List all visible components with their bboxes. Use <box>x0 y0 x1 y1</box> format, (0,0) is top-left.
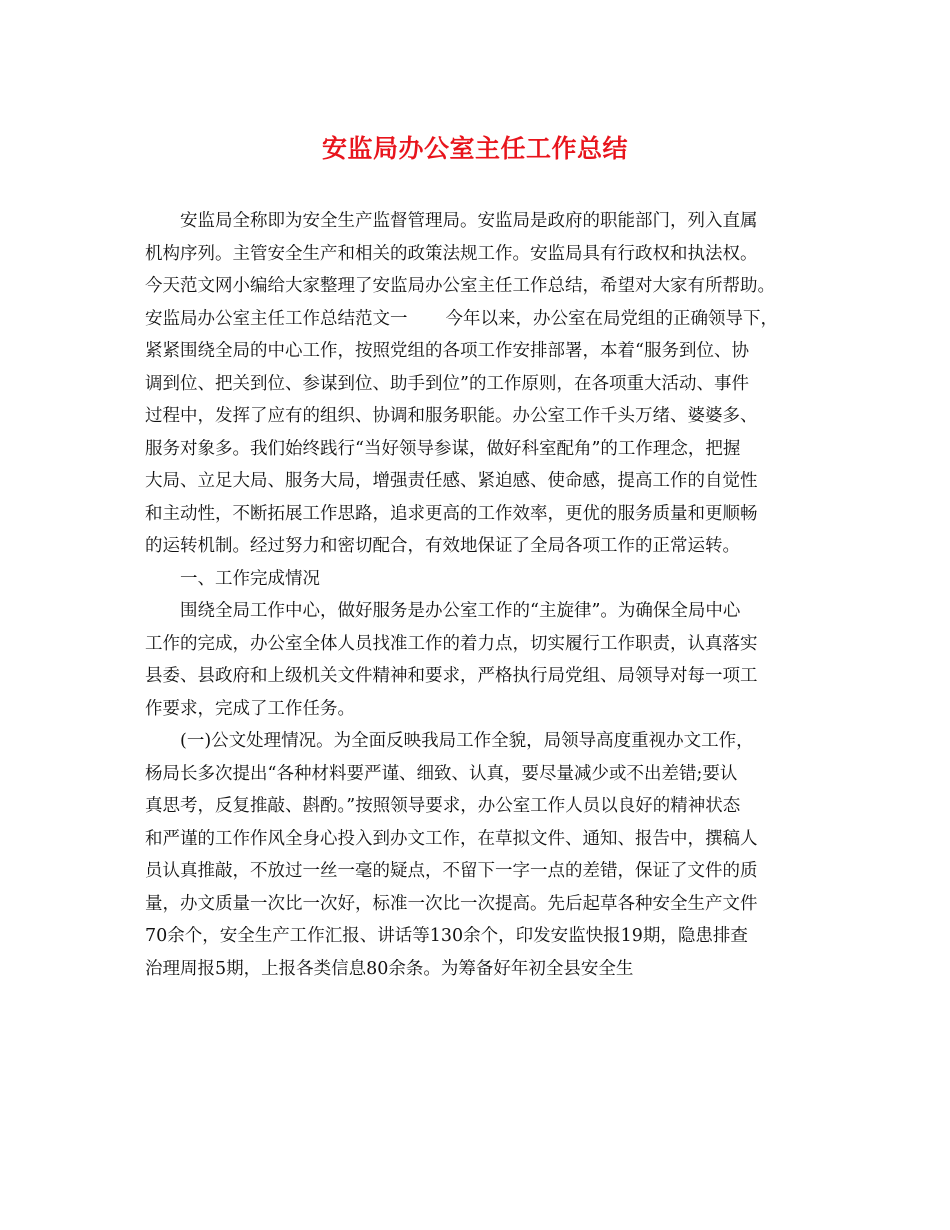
document-title: 安监局办公室主任工作总结 <box>321 134 628 163</box>
text-line: 县委、县政府和上级机关文件精神和要求，严格执行局党组、局领导对每一项工 <box>145 666 758 686</box>
text-line: 大局、立足大局、服务大局，增强责任感、紧迫感、使命感，提高工作的自觉性 <box>145 471 758 491</box>
text-line: 和主动性，不断拓展工作思路，追求更高的工作效率，更优的服务质量和更顺畅 <box>145 503 758 524</box>
text-line: 工作的完成，办公室全体人员找准工作的着力点，切实履行工作职责，认真落实 <box>145 633 758 654</box>
text-line: (一)公文处理情况。为全面反映我局工作全貌，局领导高度重视办文工作， <box>180 731 754 751</box>
text-line: 今天范文网小编给大家整理了安监局办公室主任工作总结，希望对大家有所帮助。 <box>145 276 775 296</box>
text-line: 紧紧围绕全局的中心工作，按照党组的各项工作安排部署，本着“服务到位、协 <box>145 341 749 361</box>
section-heading <box>145 563 815 596</box>
text-line: 治理周报5期，上报各类信息80余条。为筹备好年初全县安全生 <box>145 958 634 979</box>
paragraph-sample-one <box>145 303 815 563</box>
paragraph-work-center <box>145 595 815 725</box>
text-line: 的运转机制。经过努力和密切配合，有效地保证了全局各项工作的正常运转。 <box>145 536 740 556</box>
text-line: 量，办文质量一次比一次好，标准一次比一次提高。先后起草各种安全生产文件 <box>145 893 758 914</box>
text-line <box>145 303 815 336</box>
text-line: 杨局长多次提出“各种材料要严谨、细致、认真，要尽量减少或不出差错;要认 <box>145 763 738 784</box>
sample-heading: 安监局办公室主任工作总结范文一 <box>145 308 408 329</box>
text-line-rest: 今年以来，办公室在局党组的正确领导下， <box>445 308 778 329</box>
text-line: 围绕全局工作中心，做好服务是办公室工作的“主旋律”。为确保全局中心 <box>180 601 741 621</box>
text-line: 和严谨的工作作风全身心投入到办文工作，在草拟文件、通知、报告中，撰稿人 <box>145 828 758 849</box>
document-body <box>145 205 815 985</box>
text-line: 作要求，完成了工作任务。 <box>145 698 355 719</box>
text-line: 真思考，反复推敲、斟酌。”按照领导要求，办公室工作人员以良好的精神状态 <box>145 796 741 816</box>
text-line: 服务对象多。我们始终践行“当好领导参谋，做好科室配角”的工作理念，把握 <box>145 438 741 459</box>
text-line: 机构序列。主管安全生产和相关的政策法规工作。安监局具有行政权和执法权。 <box>145 243 758 264</box>
paragraph-document-handling <box>145 725 815 985</box>
text-line: 过程中，发挥了应有的组织、协调和服务职能。办公室工作千头万绪、婆婆多、 <box>145 406 758 426</box>
paragraph-intro <box>145 205 815 303</box>
text-line: 安监局全称即为安全生产监督管理局。安监局是政府的职能部门，列入直属 <box>180 211 758 231</box>
text-line: 调到位、把关到位、参谋到位、助手到位”的工作原则，在各项重大活动、事件 <box>145 373 749 394</box>
section-heading-text: 一、工作完成情况 <box>180 568 320 589</box>
text-line: 70余个，安全生产工作汇报、讲话等130余个，印发安监快报19期，隐患排查 <box>145 926 748 946</box>
text-line: 员认真推敲，不放过一丝一毫的疑点，不留下一字一点的差错，保证了文件的质 <box>145 861 758 881</box>
